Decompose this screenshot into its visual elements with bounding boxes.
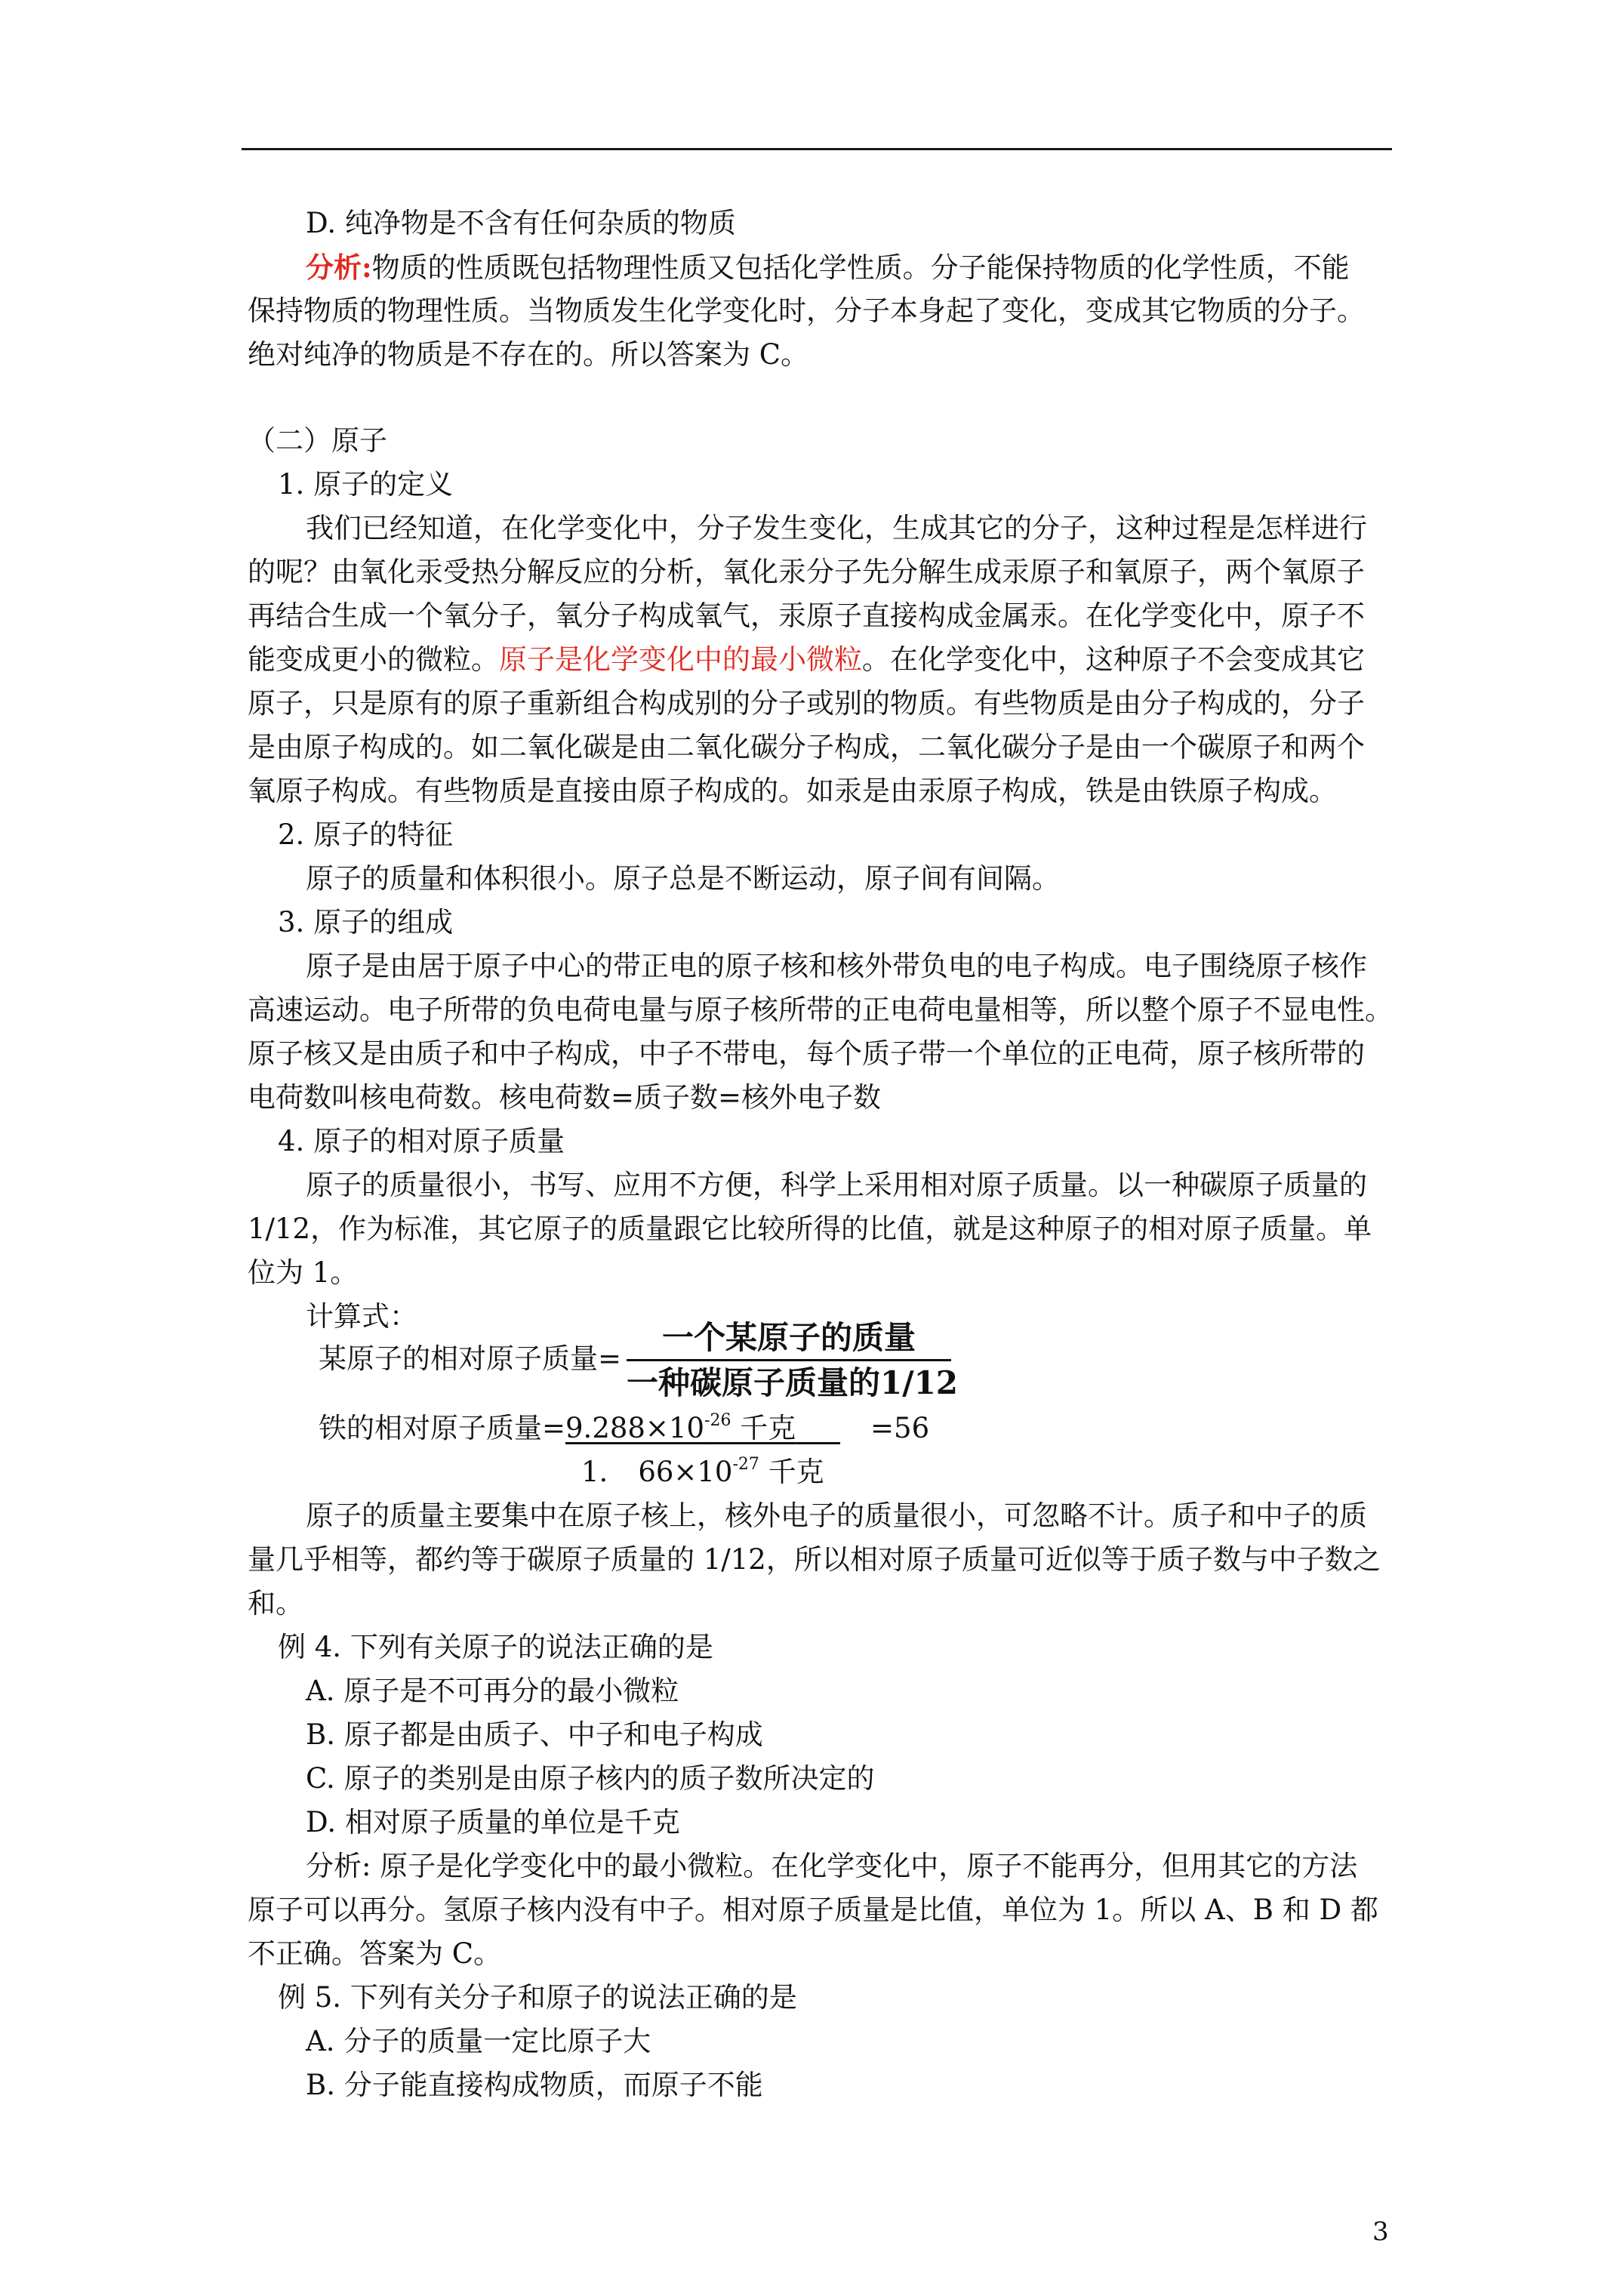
paragraph-line: 再结合生成一个氧分子，氧分子构成氧气，汞原子直接构成金属汞。在化学变化中，原子不 (248, 599, 1365, 632)
paragraph-line: 原子的质量主要集中在原子核上，核外电子的质量很小，可忽略不计。质子和中子的质 (306, 1499, 1367, 1532)
analysis-line-1: 分析:物质的性质既包括物理性质又包括化学性质。分子能保持物质的化学性质，不能 (306, 251, 1350, 284)
iron-label: 铁的相对原子质量= (319, 1412, 566, 1444)
heading-1: 1. 原子的定义 (278, 468, 454, 501)
paragraph-line: 能变成更小的微粒。原子是化学变化中的最小微粒。在化学变化中，这种原子不会变成其它 (248, 643, 1365, 676)
example-5-option-b: B. 分子能直接构成物质，而原子不能 (306, 2069, 763, 2101)
example-4-option-c: C. 原子的类别是由原子核内的质子数所决定的 (306, 1762, 875, 1795)
example-5-title: 例 5. 下列有关分子和原子的说法正确的是 (278, 1981, 797, 2014)
example-5-option-a: A. 分子的质量一定比原子大 (306, 2025, 651, 2057)
formula-label: 某原子的相对原子质量= (319, 1342, 622, 1375)
paragraph-line: 原子的质量和体积很小。原子总是不断运动，原子间有间隔。 (306, 862, 1060, 895)
example-4-option-a: A. 原子是不可再分的最小微粒 (306, 1675, 679, 1707)
paragraph-line: 位为 1。 (248, 1256, 359, 1289)
heading-4: 4. 原子的相对原子质量 (278, 1125, 565, 1157)
formula-denominator: 一种碳原子质量的1/12 (627, 1364, 959, 1401)
formula-numerator: 一个某原子的质量 (661, 1319, 916, 1356)
paragraph-line: 电荷数叫核电荷数。核电荷数=质子数=核外电子数 (248, 1081, 882, 1114)
paragraph-line: 原子核又是由质子和中子构成，中子不带电，每个质子带一个单位的正电荷，原子核所带的 (248, 1037, 1365, 1070)
iron-result: =56 (870, 1412, 930, 1444)
option-d-line: D. 纯净物是不含有任何杂质的物质 (306, 207, 736, 239)
fraction-bar (627, 1359, 951, 1361)
paragraph-line: 1/12，作为标准，其它原子的质量跟它比较所得的比值，就是这种原子的相对原子质量。单 (248, 1213, 1372, 1245)
analysis-line-3: 绝对纯净的物质是不存在的。所以答案为 C。 (248, 338, 809, 371)
analysis-label: 分析: (306, 251, 372, 284)
paragraph-line: 不正确。答案为 C。 (248, 1937, 502, 1970)
paragraph-line: 我们已经知道，在化学变化中，分子发生变化，生成其它的分子，这种过程是怎样进行 (306, 512, 1367, 544)
page-number: 3 (1372, 2217, 1389, 2247)
section-title: （二）原子 (248, 424, 387, 457)
iron-numerator: $9.288\times 10^{-26}$ 千克 (565, 1411, 796, 1444)
paragraph-line: 是由原子构成的。如二氧化碳是由二氧化碳分子构成，二氧化碳分子是由一个碳原子和两个 (248, 731, 1365, 763)
example-4-analysis: 分析: 原子是化学变化中的最小微粒。在化学变化中，原子不能再分，但用其它的方法 (306, 1850, 1358, 1882)
example-4-title: 例 4. 下列有关原子的说法正确的是 (278, 1631, 713, 1663)
iron-formula-line (319, 1410, 929, 1447)
paragraph-line: 原子可以再分。氢原子核内没有中子。相对原子质量是比值，单位为 1。所以 A、B 和 D 都 (248, 1894, 1378, 1926)
paragraph-line: 原子的质量很小，书写、应用不方便，科学上采用相对原子质量。以一种碳原子质量的 (306, 1169, 1367, 1201)
calc-label: 计算式： (306, 1300, 417, 1333)
heading-3: 3. 原子的组成 (278, 906, 454, 938)
paragraph-line: 的呢？由氧化汞受热分解反应的分析，氧化汞分子先分解生成汞原子和氧原子，两个氧原子 (248, 556, 1365, 588)
header-rule (242, 148, 1392, 150)
analysis-line-2: 保持物质的物理性质。当物质发生化学变化时，分子本身起了变化，变成其它物质的分子。 (248, 294, 1365, 327)
paragraph-line: 氧原子构成。有些物质是直接由原子构成的。如汞是由汞原子构成，铁是由铁原子构成。 (248, 775, 1337, 807)
example-4-option-d: D. 相对原子质量的单位是千克 (306, 1806, 680, 1838)
paragraph-line: 和。 (248, 1587, 303, 1620)
highlight-text: 原子是化学变化中的最小微粒 (499, 643, 862, 676)
heading-2: 2. 原子的特征 (278, 818, 454, 851)
paragraph-line: 原子，只是原有的原子重新组合构成别的分子或别的物质。有些物质是由分子构成的，分子 (248, 687, 1365, 720)
paragraph-line: 量几乎相等，都约等于碳原子质量的 1/12，所以相对原子质量可近似等于质子数与中子数之 (248, 1543, 1381, 1576)
example-4-option-b: B. 原子都是由质子、中子和电子构成 (306, 1718, 763, 1751)
iron-denominator: 1. $66\times 10^{-27}$ 千克 (581, 1455, 824, 1488)
paragraph-line: 原子是由居于原子中心的带正电的原子核和核外带负电的电子构成。电子围绕原子核作 (306, 950, 1367, 982)
paragraph-line: 高速运动。电子所带的负电荷电量与原子核所带的正电荷电量相等，所以整个原子不显电性。 (248, 994, 1393, 1026)
